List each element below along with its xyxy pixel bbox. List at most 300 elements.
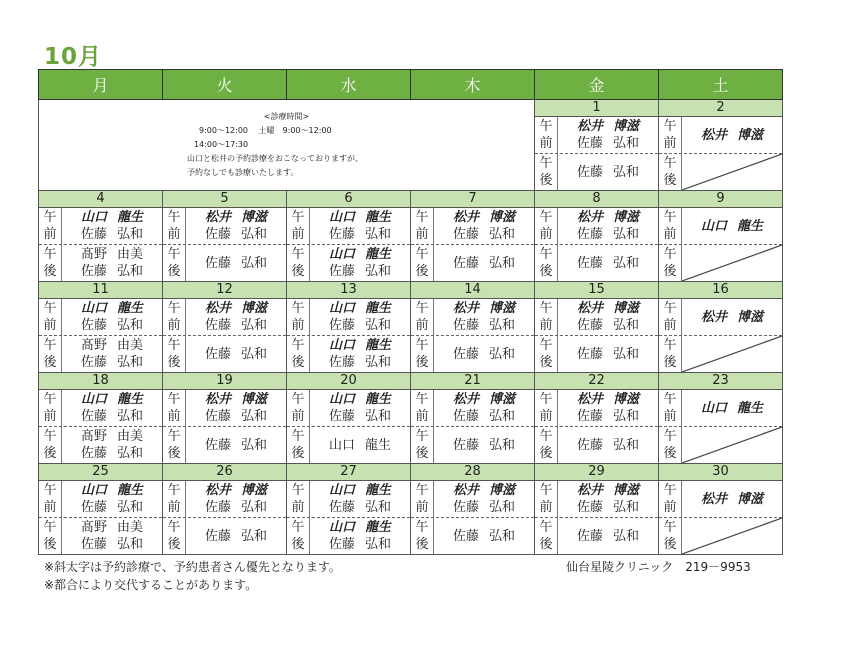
am-label-bottom: 前 — [663, 318, 677, 333]
am-cell — [659, 481, 783, 518]
pm-row — [39, 518, 783, 555]
doctor-given-name: 博滋 — [737, 127, 764, 143]
date-number: 30 — [659, 464, 783, 481]
doctor-surname: 松井 — [452, 483, 479, 498]
am-cell — [411, 208, 535, 245]
doctor-surname: 山口 — [328, 247, 355, 262]
doctor-list — [434, 427, 534, 463]
date-number: 28 — [411, 464, 535, 481]
am-row — [39, 299, 783, 336]
doctor-surname: 佐藤 — [452, 409, 479, 424]
doctor-given-name: 弘和 — [613, 528, 640, 544]
am-label-bottom: 前 — [291, 500, 305, 515]
doctor-surname: 佐藤 — [576, 346, 603, 362]
am-label-bottom: 前 — [539, 227, 553, 242]
pm-label-bottom: 後 — [43, 537, 57, 552]
pm-label-bottom: 後 — [415, 446, 429, 461]
am-label-top: 午 — [415, 483, 429, 498]
pm-label — [163, 336, 186, 372]
pm-label — [287, 518, 310, 554]
doctor-given-name: 弘和 — [613, 227, 640, 242]
weekday-wed: 水 — [287, 70, 411, 100]
pm-label-top: 午 — [167, 338, 181, 353]
am-label — [535, 208, 558, 244]
date-number: 25 — [39, 464, 163, 481]
doctor-list — [62, 336, 162, 372]
doctor-surname: 松井 — [204, 483, 231, 498]
notice-hours-am: 9:00～12:00 土曜 9:00～12:00 — [199, 126, 332, 135]
am-label-top: 午 — [291, 483, 305, 498]
doctor-name — [558, 317, 658, 334]
pm-label-top: 午 — [291, 338, 305, 353]
am-cell — [659, 299, 783, 336]
pm-cell — [39, 427, 163, 464]
doctor-list — [62, 481, 162, 517]
doctor-given-name: 博滋 — [241, 483, 268, 498]
doctor-given-name: 弘和 — [613, 318, 640, 333]
am-label-top: 午 — [663, 392, 677, 407]
doctor-surname: 松井 — [576, 301, 603, 316]
doctor-list — [62, 245, 162, 281]
am-label-bottom: 前 — [415, 227, 429, 242]
am-label — [287, 481, 310, 517]
doctor-given-name: 博滋 — [613, 119, 640, 134]
pm-label-bottom: 後 — [415, 355, 429, 370]
doctor-surname: 松井 — [700, 309, 727, 325]
doctor-name — [434, 391, 534, 408]
pm-cell — [535, 245, 659, 282]
closed-slash — [682, 518, 782, 554]
am-row — [39, 208, 783, 245]
date-number: 26 — [163, 464, 287, 481]
doctor-list — [434, 336, 534, 372]
pm-label-top: 午 — [415, 247, 429, 262]
doctor-name — [186, 209, 286, 226]
pm-label-bottom: 後 — [415, 264, 429, 279]
doctor-name — [186, 317, 286, 334]
doctor-given-name: 弘和 — [613, 346, 640, 362]
doctor-given-name: 弘和 — [241, 318, 268, 333]
doctor-list — [310, 518, 410, 554]
pm-label-bottom: 後 — [291, 446, 305, 461]
pm-label-top: 午 — [291, 247, 305, 262]
doctor-surname: 佐藤 — [452, 437, 479, 453]
doctor-list — [310, 427, 410, 463]
doctor-surname: 山口 — [328, 301, 355, 316]
doctor-given-name: 博滋 — [737, 309, 764, 325]
am-label-top: 午 — [663, 301, 677, 316]
doctor-name — [186, 226, 286, 243]
am-label — [287, 208, 310, 244]
doctor-given-name: 弘和 — [241, 409, 268, 424]
pm-label-bottom: 後 — [663, 173, 677, 188]
doctor-name — [62, 337, 162, 354]
doctor-surname: 髙野 — [80, 247, 107, 262]
pm-cell — [163, 245, 287, 282]
doctor-surname: 髙野 — [80, 429, 107, 444]
doctor-surname: 山口 — [328, 338, 355, 353]
pm-cell — [535, 427, 659, 464]
doctor-given-name: 弘和 — [613, 255, 640, 271]
am-label-bottom: 前 — [415, 409, 429, 424]
pm-label-top: 午 — [539, 520, 553, 535]
am-label-bottom: 前 — [167, 500, 181, 515]
am-label-top: 午 — [415, 210, 429, 225]
pm-label-bottom: 後 — [43, 446, 57, 461]
doctor-name — [558, 482, 658, 499]
doctor-given-name: 弘和 — [365, 318, 392, 333]
am-label-top: 午 — [43, 483, 57, 498]
doctor-surname: 佐藤 — [328, 500, 355, 515]
doctor-given-name: 弘和 — [241, 227, 268, 242]
am-label — [39, 481, 62, 517]
doctor-name — [558, 346, 658, 363]
am-label — [659, 299, 682, 335]
am-label — [535, 481, 558, 517]
doctor-name — [434, 437, 534, 454]
pm-label — [659, 427, 682, 463]
am-label-bottom: 前 — [167, 227, 181, 242]
doctor-name — [682, 400, 782, 417]
doctor-surname: 佐藤 — [204, 227, 231, 242]
doctor-name — [62, 445, 162, 462]
doctor-name — [62, 317, 162, 334]
doctor-given-name: 弘和 — [489, 255, 516, 271]
pm-row — [39, 427, 783, 464]
doctor-given-name: 龍生 — [117, 392, 144, 407]
doctor-surname: 松井 — [576, 483, 603, 498]
doctor-given-name: 由美 — [117, 520, 144, 535]
doctor-given-name: 龍生 — [365, 392, 392, 407]
doctor-name — [310, 300, 410, 317]
doctor-surname: 佐藤 — [80, 318, 107, 333]
doctor-list — [434, 390, 534, 426]
doctor-name — [62, 300, 162, 317]
weekday-header — [39, 70, 783, 100]
pm-row — [39, 336, 783, 373]
pm-cell — [535, 518, 659, 555]
doctor-given-name: 弘和 — [365, 227, 392, 242]
am-label-bottom: 前 — [43, 318, 57, 333]
doctor-given-name: 弘和 — [117, 264, 144, 279]
am-cell — [163, 481, 287, 518]
doctor-given-name: 弘和 — [613, 136, 640, 151]
doctor-name — [682, 218, 782, 235]
doctor-surname: 髙野 — [80, 338, 107, 353]
pm-label-bottom: 後 — [291, 537, 305, 552]
am-label-top: 午 — [663, 119, 677, 134]
am-label-bottom: 前 — [539, 318, 553, 333]
doctor-surname: 山口 — [80, 210, 107, 225]
pm-label-top: 午 — [291, 429, 305, 444]
doctor-list — [186, 518, 286, 554]
doctor-list — [558, 518, 658, 554]
date-number: 21 — [411, 373, 535, 390]
pm-label — [535, 245, 558, 281]
date-number: 9 — [659, 191, 783, 208]
doctor-given-name: 弘和 — [489, 409, 516, 424]
doctor-surname: 佐藤 — [452, 227, 479, 242]
pm-cell — [411, 427, 535, 464]
doctor-list — [558, 299, 658, 335]
doctor-name — [558, 499, 658, 516]
weekday-mon: 月 — [39, 70, 163, 100]
doctor-given-name: 龍生 — [365, 210, 392, 225]
am-label — [39, 390, 62, 426]
date-number: 5 — [163, 191, 287, 208]
doctor-surname: 松井 — [576, 210, 603, 225]
pm-cell — [659, 336, 783, 373]
am-label-top: 午 — [43, 392, 57, 407]
am-label-bottom: 前 — [539, 409, 553, 424]
doctor-surname: 佐藤 — [452, 255, 479, 271]
am-label-top: 午 — [167, 483, 181, 498]
doctor-given-name: 博滋 — [241, 392, 268, 407]
doctor-given-name: 博滋 — [737, 491, 764, 507]
date-row — [39, 282, 783, 299]
doctor-name — [558, 408, 658, 425]
clinic-info: 仙台星陵クリニック 219－9953 — [566, 560, 751, 574]
doctor-given-name: 龍生 — [365, 301, 392, 316]
doctor-list — [434, 518, 534, 554]
doctor-name — [310, 209, 410, 226]
doctor-name — [558, 164, 658, 181]
am-label-top: 午 — [539, 210, 553, 225]
doctor-surname: 佐藤 — [576, 437, 603, 453]
doctor-name — [62, 428, 162, 445]
am-label-bottom: 前 — [539, 500, 553, 515]
pm-label-top: 午 — [415, 429, 429, 444]
doctor-list — [186, 390, 286, 426]
doctor-list — [310, 299, 410, 335]
am-cell — [39, 299, 163, 336]
doctor-given-name: 弘和 — [489, 318, 516, 333]
doctor-list — [62, 299, 162, 335]
am-label — [659, 117, 682, 153]
calendar-table — [38, 69, 783, 555]
doctor-name — [62, 391, 162, 408]
doctor-surname: 佐藤 — [576, 136, 603, 151]
pm-cell — [287, 518, 411, 555]
doctor-name — [310, 536, 410, 553]
date-row — [39, 191, 783, 208]
am-cell — [287, 481, 411, 518]
doctor-name — [558, 255, 658, 272]
am-label-top: 午 — [167, 301, 181, 316]
doctor-surname: 佐藤 — [204, 255, 231, 271]
pm-label — [659, 518, 682, 554]
doctor-surname: 佐藤 — [204, 409, 231, 424]
doctor-name — [558, 135, 658, 152]
pm-label — [287, 427, 310, 463]
am-label — [535, 390, 558, 426]
am-cell — [287, 390, 411, 427]
doctor-given-name: 弘和 — [241, 500, 268, 515]
doctor-list — [558, 154, 658, 190]
doctor-name — [186, 391, 286, 408]
pm-cell — [39, 518, 163, 555]
pm-label — [39, 336, 62, 372]
doctor-surname: 佐藤 — [80, 446, 107, 461]
doctor-name — [310, 337, 410, 354]
doctor-given-name: 弘和 — [489, 528, 516, 544]
am-label-top: 午 — [539, 483, 553, 498]
am-label-bottom: 前 — [167, 409, 181, 424]
footer-note-2: ※都合により交代することがあります。 — [44, 578, 258, 592]
am-label-bottom: 前 — [43, 409, 57, 424]
am-label-top: 午 — [539, 301, 553, 316]
doctor-surname: 佐藤 — [452, 500, 479, 515]
doctor-surname: 佐藤 — [204, 437, 231, 453]
doctor-surname: 松井 — [452, 210, 479, 225]
date-number: 12 — [163, 282, 287, 299]
am-label-top: 午 — [167, 392, 181, 407]
doctor-surname: 山口 — [328, 437, 355, 453]
doctor-name — [186, 300, 286, 317]
doctor-given-name: 弘和 — [117, 355, 144, 370]
pm-cell — [287, 336, 411, 373]
doctor-name — [434, 317, 534, 334]
doctor-name — [434, 528, 534, 545]
closed-slash — [682, 245, 782, 281]
am-label — [535, 117, 558, 153]
am-label-bottom: 前 — [663, 227, 677, 242]
doctor-surname: 松井 — [204, 301, 231, 316]
pm-label-top: 午 — [663, 520, 677, 535]
doctor-surname: 松井 — [700, 127, 727, 143]
am-cell — [287, 208, 411, 245]
closed-slash — [682, 427, 782, 463]
doctor-given-name: 弘和 — [241, 255, 268, 271]
doctor-given-name: 龍生 — [365, 437, 392, 453]
doctor-name — [186, 528, 286, 545]
doctor-surname: 佐藤 — [80, 409, 107, 424]
am-cell — [535, 208, 659, 245]
doctor-surname: 佐藤 — [576, 409, 603, 424]
am-cell — [411, 390, 535, 427]
notice-hours-pm: 14:00～17:30 — [194, 140, 249, 149]
am-cell — [287, 299, 411, 336]
doctor-list — [62, 518, 162, 554]
doctor-given-name: 博滋 — [241, 301, 268, 316]
notice-heading: <診療時間> — [263, 112, 310, 121]
doctor-surname: 佐藤 — [204, 346, 231, 362]
doctor-surname: 佐藤 — [328, 264, 355, 279]
doctor-name — [310, 482, 410, 499]
doctor-list — [310, 481, 410, 517]
am-cell — [659, 390, 783, 427]
date-number: 20 — [287, 373, 411, 390]
doctor-name — [558, 437, 658, 454]
pm-row — [39, 245, 783, 282]
doctor-surname: 佐藤 — [80, 500, 107, 515]
am-cell — [39, 481, 163, 518]
doctor-name — [434, 499, 534, 516]
am-cell — [163, 208, 287, 245]
am-label-bottom: 前 — [663, 500, 677, 515]
date-number: 29 — [535, 464, 659, 481]
doctor-name — [558, 391, 658, 408]
doctor-name — [682, 309, 782, 326]
doctor-name — [62, 519, 162, 536]
doctor-list — [682, 208, 782, 244]
pm-cell — [535, 154, 659, 191]
doctor-surname: 髙野 — [80, 520, 107, 535]
am-label-bottom: 前 — [663, 409, 677, 424]
doctor-name — [186, 255, 286, 272]
am-label-top: 午 — [539, 119, 553, 134]
doctor-list — [434, 299, 534, 335]
doctor-name — [310, 519, 410, 536]
doctor-list — [62, 390, 162, 426]
doctor-list — [558, 390, 658, 426]
doctor-list — [186, 208, 286, 244]
doctor-surname: 佐藤 — [80, 355, 107, 370]
date-number: 16 — [659, 282, 783, 299]
pm-label — [411, 245, 434, 281]
doctor-name — [310, 437, 410, 454]
doctor-given-name: 弘和 — [117, 446, 144, 461]
doctor-name — [434, 300, 534, 317]
doctor-name — [434, 255, 534, 272]
doctor-surname: 佐藤 — [576, 318, 603, 333]
pm-label — [39, 518, 62, 554]
doctor-given-name: 弘和 — [489, 346, 516, 362]
pm-label-bottom: 後 — [291, 355, 305, 370]
am-cell — [659, 208, 783, 245]
doctor-name — [310, 317, 410, 334]
doctor-given-name: 弘和 — [241, 346, 268, 362]
doctor-list — [682, 481, 782, 517]
pm-cell — [659, 245, 783, 282]
am-label — [659, 390, 682, 426]
am-label — [163, 481, 186, 517]
am-cell — [411, 481, 535, 518]
weekday-sat: 土 — [659, 70, 783, 100]
pm-label-top: 午 — [43, 338, 57, 353]
date-number: 7 — [411, 191, 535, 208]
doctor-surname: 山口 — [328, 210, 355, 225]
doctor-given-name: 博滋 — [241, 210, 268, 225]
doctor-name — [62, 408, 162, 425]
am-label-bottom: 前 — [663, 136, 677, 151]
doctor-list — [682, 299, 782, 335]
doctor-name — [682, 491, 782, 508]
doctor-name — [558, 118, 658, 135]
pm-label-top: 午 — [539, 429, 553, 444]
pm-label-top: 午 — [663, 156, 677, 171]
doctor-name — [434, 482, 534, 499]
am-row — [39, 390, 783, 427]
doctor-list — [682, 117, 782, 153]
doctor-list — [558, 481, 658, 517]
pm-label-bottom: 後 — [415, 537, 429, 552]
am-label — [163, 208, 186, 244]
doctor-given-name: 弘和 — [365, 264, 392, 279]
doctor-name — [558, 209, 658, 226]
date-number: 19 — [163, 373, 287, 390]
doctor-given-name: 博滋 — [489, 301, 516, 316]
am-label-bottom: 前 — [539, 136, 553, 151]
pm-label-top: 午 — [415, 338, 429, 353]
date-row — [39, 100, 783, 117]
doctor-given-name: 博滋 — [489, 392, 516, 407]
pm-label-top: 午 — [663, 429, 677, 444]
pm-cell — [163, 518, 287, 555]
doctor-given-name: 弘和 — [613, 437, 640, 453]
doctor-list — [558, 208, 658, 244]
pm-cell — [39, 336, 163, 373]
